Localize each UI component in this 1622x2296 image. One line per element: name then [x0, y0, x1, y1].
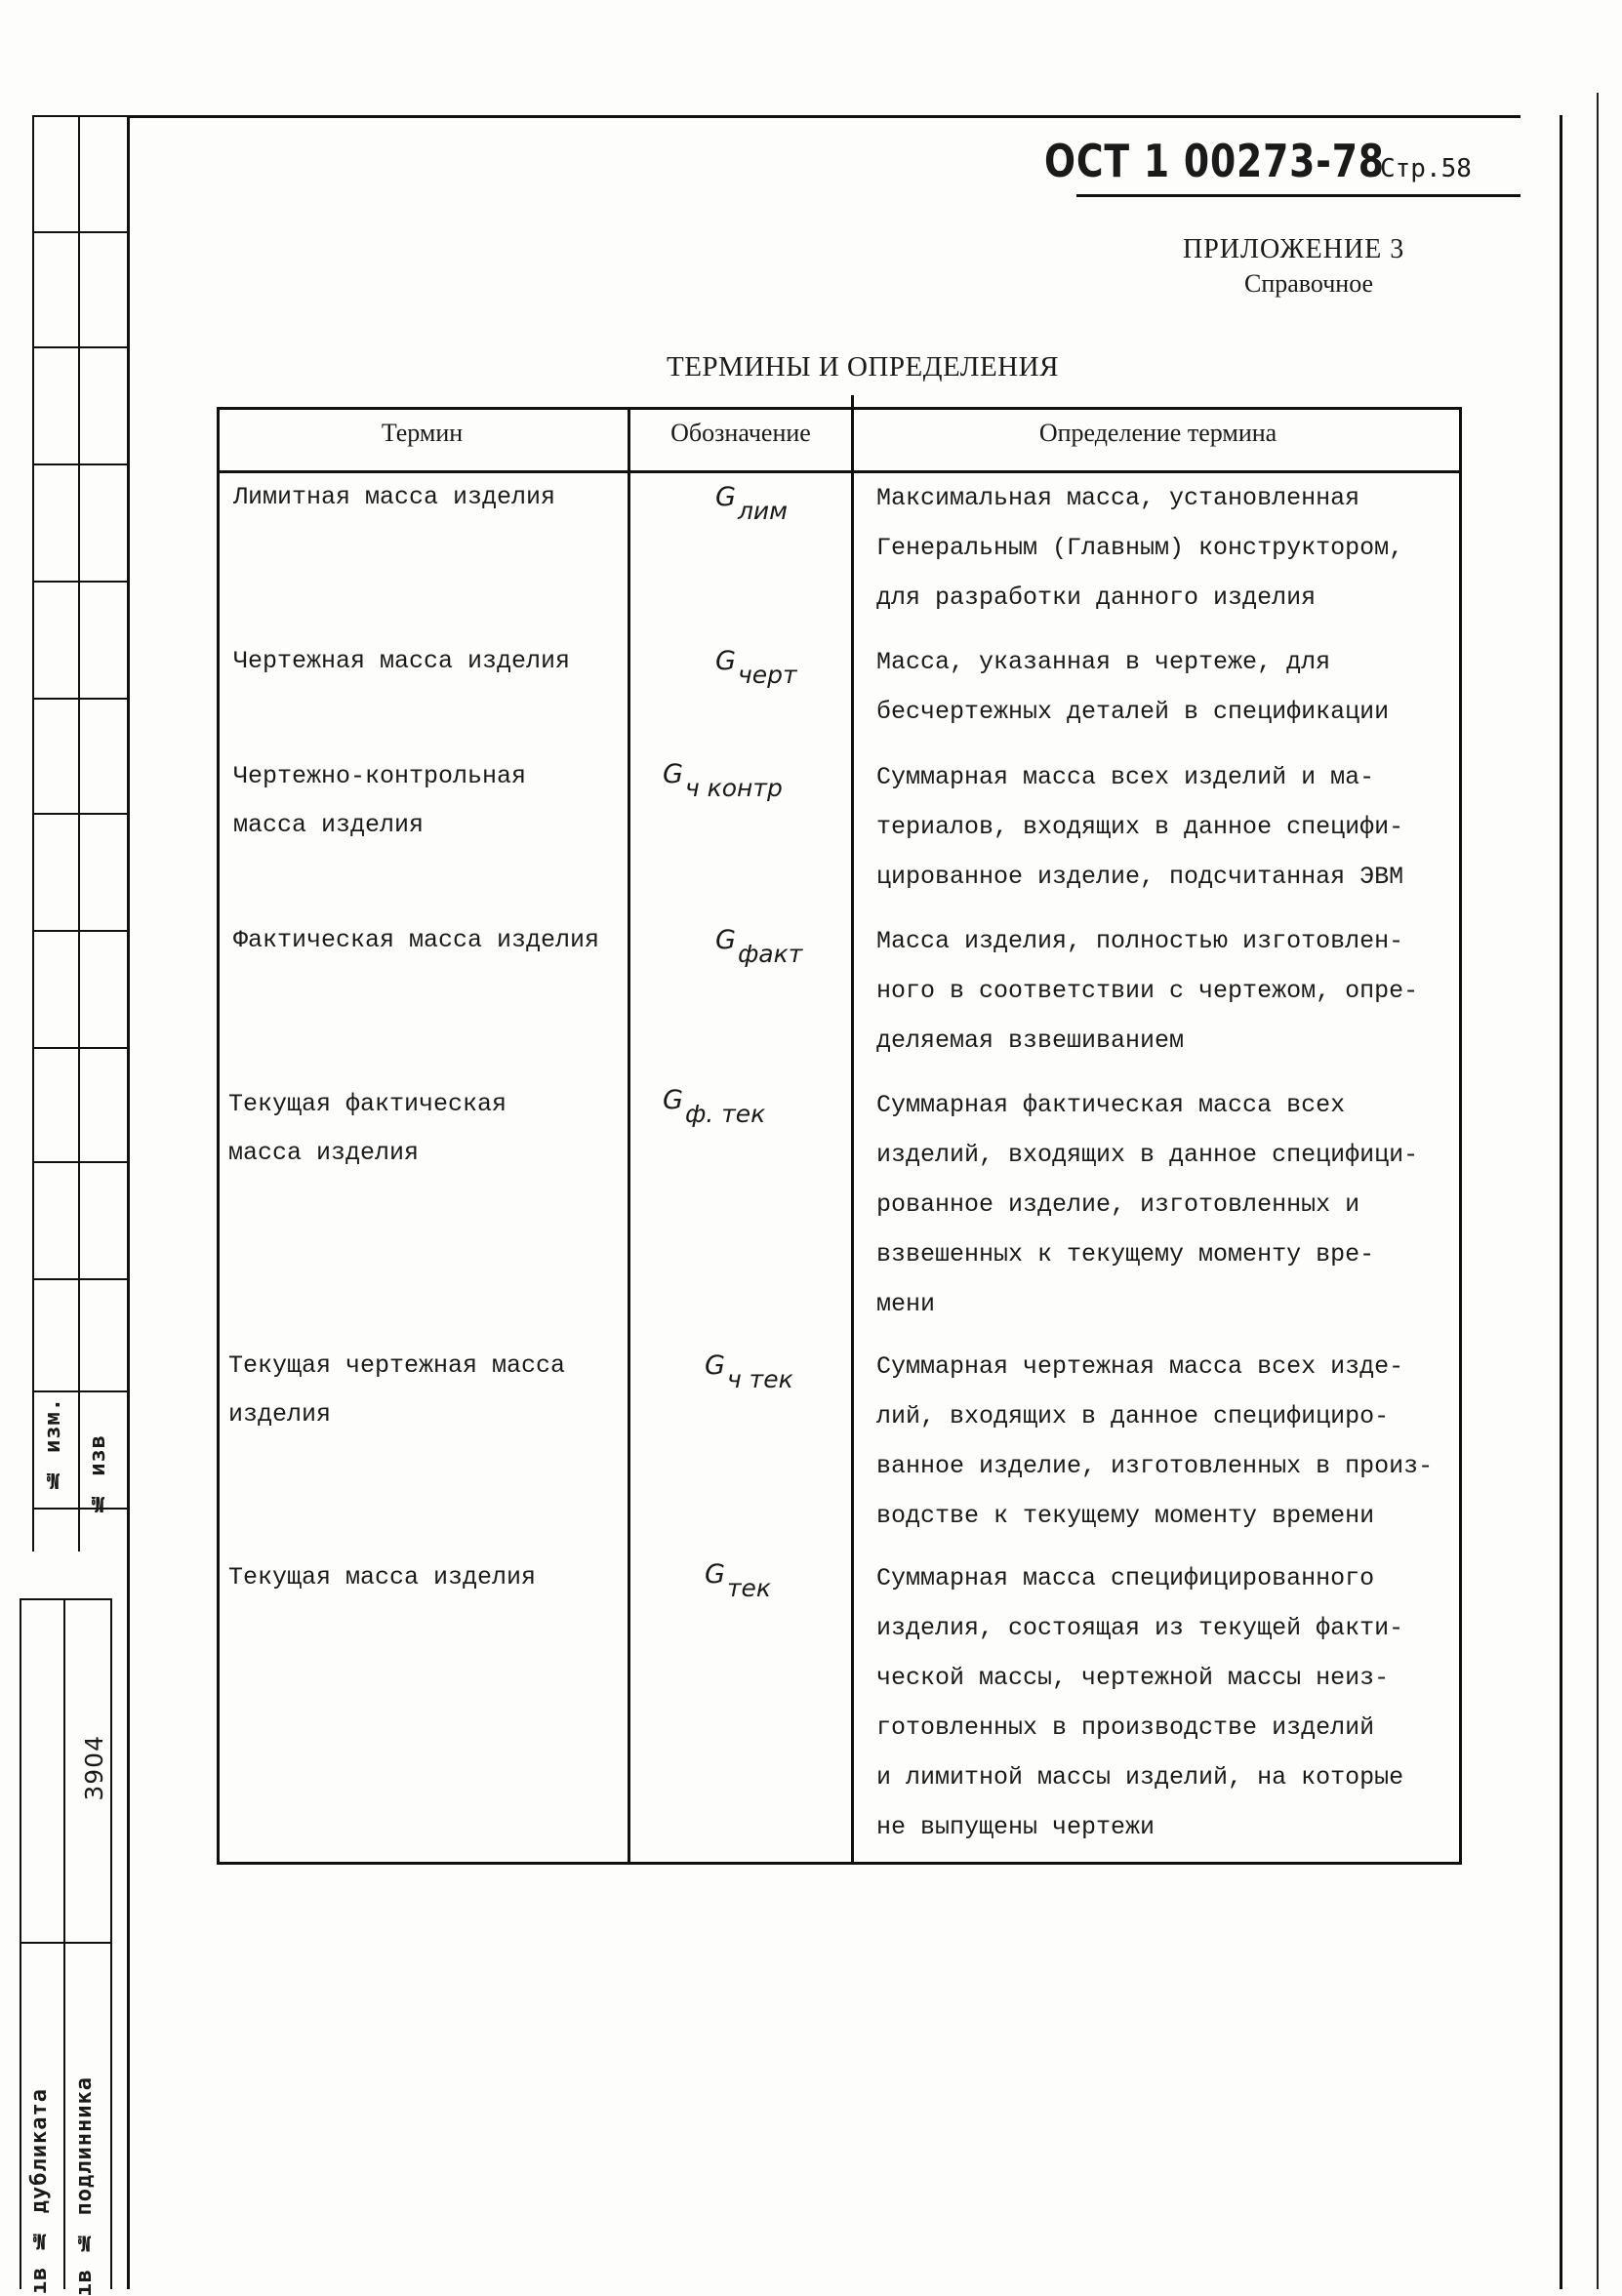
- original-number: 3904: [80, 1735, 108, 1801]
- table-row-term: [233, 637, 570, 686]
- definition-line: изделий, входящих в данное специфици-: [876, 1141, 1419, 1169]
- margin-line: [63, 1598, 65, 2289]
- symbol-subscript: тек: [726, 1574, 771, 1602]
- appendix-number: ПРИЛОЖЕНИЕ 3: [1183, 234, 1405, 264]
- page-frame-right: [1560, 115, 1562, 2289]
- term-line: Чертежно-контрольная: [233, 762, 527, 790]
- symbol-subscript: ф. тек: [684, 1100, 766, 1128]
- definition-line: для разработки данного изделия: [876, 584, 1317, 612]
- table-row-term: [233, 916, 599, 965]
- symbol-subscript: лим: [737, 497, 789, 525]
- column-header-definition: Определение термина: [1038, 419, 1277, 447]
- definition-line: лий, входящих в данное специфициро-: [876, 1402, 1390, 1430]
- appendix-type: Справочное: [1244, 269, 1374, 298]
- term-line: Текущая чертежная масса: [228, 1351, 566, 1380]
- column-header-term: Термин: [381, 419, 464, 447]
- definition-line: не выпущены чертежи: [876, 1813, 1156, 1841]
- definition-line: цированное изделие, подсчитанная ЭВМ: [876, 863, 1404, 891]
- definition-line: Суммарная фактическая масса всех: [876, 1091, 1346, 1119]
- margin-line: [32, 1390, 129, 1392]
- margin-line: [32, 813, 129, 815]
- definition-line: готовленных в производстве изделий: [876, 1713, 1375, 1742]
- definition-line: Суммарная чертежная масса всех изде-: [876, 1352, 1404, 1381]
- change-number-label: № изм.: [41, 1397, 65, 1493]
- table-row-definition: [876, 473, 1460, 623]
- table-row-symbol: [715, 646, 797, 689]
- margin-line: [32, 231, 129, 233]
- term-line: Текущая масса изделия: [228, 1563, 537, 1591]
- symbol-subscript: ч контр: [684, 774, 783, 802]
- definition-line: изделия, состоящая из текущей факти-: [876, 1614, 1404, 1642]
- page-frame-left: [127, 115, 130, 2289]
- table-row-symbol: [715, 925, 802, 968]
- duplicate-number-label: ıв № дубликата: [27, 2088, 52, 2295]
- original-inventory-label: ıв № подлинника: [72, 2076, 97, 2296]
- definition-line: и лимитной массы изделий, на которые: [876, 1763, 1404, 1792]
- margin-line: [20, 1598, 21, 2289]
- table-column-divider: [851, 395, 854, 1865]
- definition-line: деляемая взвешиванием: [876, 1027, 1185, 1055]
- table-row-symbol: [705, 1559, 771, 1602]
- term-line: Текущая фактическая: [228, 1090, 507, 1118]
- margin-line: [110, 1598, 112, 2289]
- definition-line: Масса, указанная в чертеже, для: [876, 648, 1331, 676]
- definition-line: Масса изделия, полностью изготовлен-: [876, 927, 1404, 955]
- margin-line: [32, 115, 129, 117]
- notice-number-label: № изв: [86, 1434, 110, 1515]
- definition-line: мени: [876, 1290, 936, 1318]
- margin-line: [20, 1942, 112, 1944]
- table-row-definition: [876, 1080, 1460, 1329]
- symbol-subscript: факт: [737, 940, 803, 968]
- table-row-symbol: [663, 1085, 765, 1128]
- table-row-term: [228, 1553, 536, 1602]
- margin-line: [32, 1278, 129, 1280]
- definition-line: водстве к текущему моменту времени: [876, 1502, 1375, 1530]
- table-row-definition: [876, 752, 1460, 902]
- definition-line: бесчертежных деталей в спецификации: [876, 698, 1390, 726]
- definition-line: ванное изделие, изготовленных в произ-: [876, 1452, 1434, 1480]
- table-row-term: [233, 752, 526, 850]
- table-row-symbol: [715, 482, 788, 525]
- page-title: ТЕРМИНЫ И ОПРЕДЕЛЕНИЯ: [667, 351, 1059, 383]
- definition-line: ческой массы, чертежной массы неиз-: [876, 1664, 1390, 1692]
- term-line: Лимитная масса изделия: [233, 483, 556, 511]
- column-header-symbol: Обозначение: [670, 419, 811, 447]
- symbol-base: G: [715, 646, 736, 676]
- margin-line: [32, 581, 129, 583]
- table-row-term: [228, 1342, 565, 1439]
- symbol-subscript: ч тек: [726, 1365, 793, 1393]
- page-frame-top: [129, 115, 1521, 118]
- margin-line: [32, 346, 129, 348]
- table-row-symbol: [705, 1350, 793, 1393]
- term-line: масса изделия: [228, 1139, 420, 1167]
- margin-line: [78, 115, 80, 1551]
- term-line: Фактическая масса изделия: [233, 926, 600, 954]
- symbol-base: G: [705, 1559, 725, 1590]
- definition-line: Суммарная масса всех изделий и ма-: [876, 763, 1375, 791]
- margin-line: [20, 1598, 112, 1600]
- margin-line: [32, 1047, 129, 1049]
- definition-line: рованное изделие, изготовленных и: [876, 1190, 1360, 1219]
- definition-line: териалов, входящих в данное специфи-: [876, 813, 1404, 841]
- definition-line: Суммарная масса специфицированного: [876, 1564, 1375, 1592]
- table-row-definition: [876, 637, 1460, 737]
- symbol-base: G: [715, 925, 736, 955]
- page-label: Стр.58: [1380, 154, 1472, 183]
- table-row-symbol: [663, 759, 783, 802]
- margin-line: [32, 930, 129, 932]
- table-row-definition: [876, 916, 1460, 1066]
- table-row-definition: [876, 1553, 1460, 1852]
- margin-line: [32, 115, 34, 1551]
- margin-line: [32, 698, 129, 700]
- term-line: Чертежная масса изделия: [233, 647, 571, 675]
- table-row-term: [233, 473, 555, 522]
- definition-line: взвешенных к текущему моменту вре-: [876, 1240, 1375, 1269]
- code-underline: [1076, 194, 1521, 197]
- term-line: изделия: [228, 1400, 332, 1429]
- symbol-base: G: [663, 1085, 683, 1115]
- table-row-term: [228, 1080, 507, 1178]
- symbol-base: G: [663, 759, 683, 789]
- symbol-base: G: [715, 482, 736, 512]
- margin-line: [32, 463, 129, 465]
- document-code: ОСТ 1 00273-78: [1044, 135, 1385, 187]
- symbol-subscript: черт: [737, 661, 797, 689]
- definition-line: ного в соответствии с чертежом, опре-: [876, 977, 1419, 1005]
- definition-line: Генеральным (Главным) конструктором,: [876, 534, 1404, 562]
- symbol-base: G: [705, 1350, 725, 1381]
- page-edge-line: [1597, 93, 1599, 2289]
- table-column-divider: [628, 407, 630, 1865]
- term-line: масса изделия: [233, 811, 425, 839]
- table-row-definition: [876, 1342, 1460, 1541]
- definition-line: Максимальная масса, установленная: [876, 484, 1360, 512]
- margin-line: [32, 1508, 129, 1510]
- margin-line: [32, 1161, 129, 1163]
